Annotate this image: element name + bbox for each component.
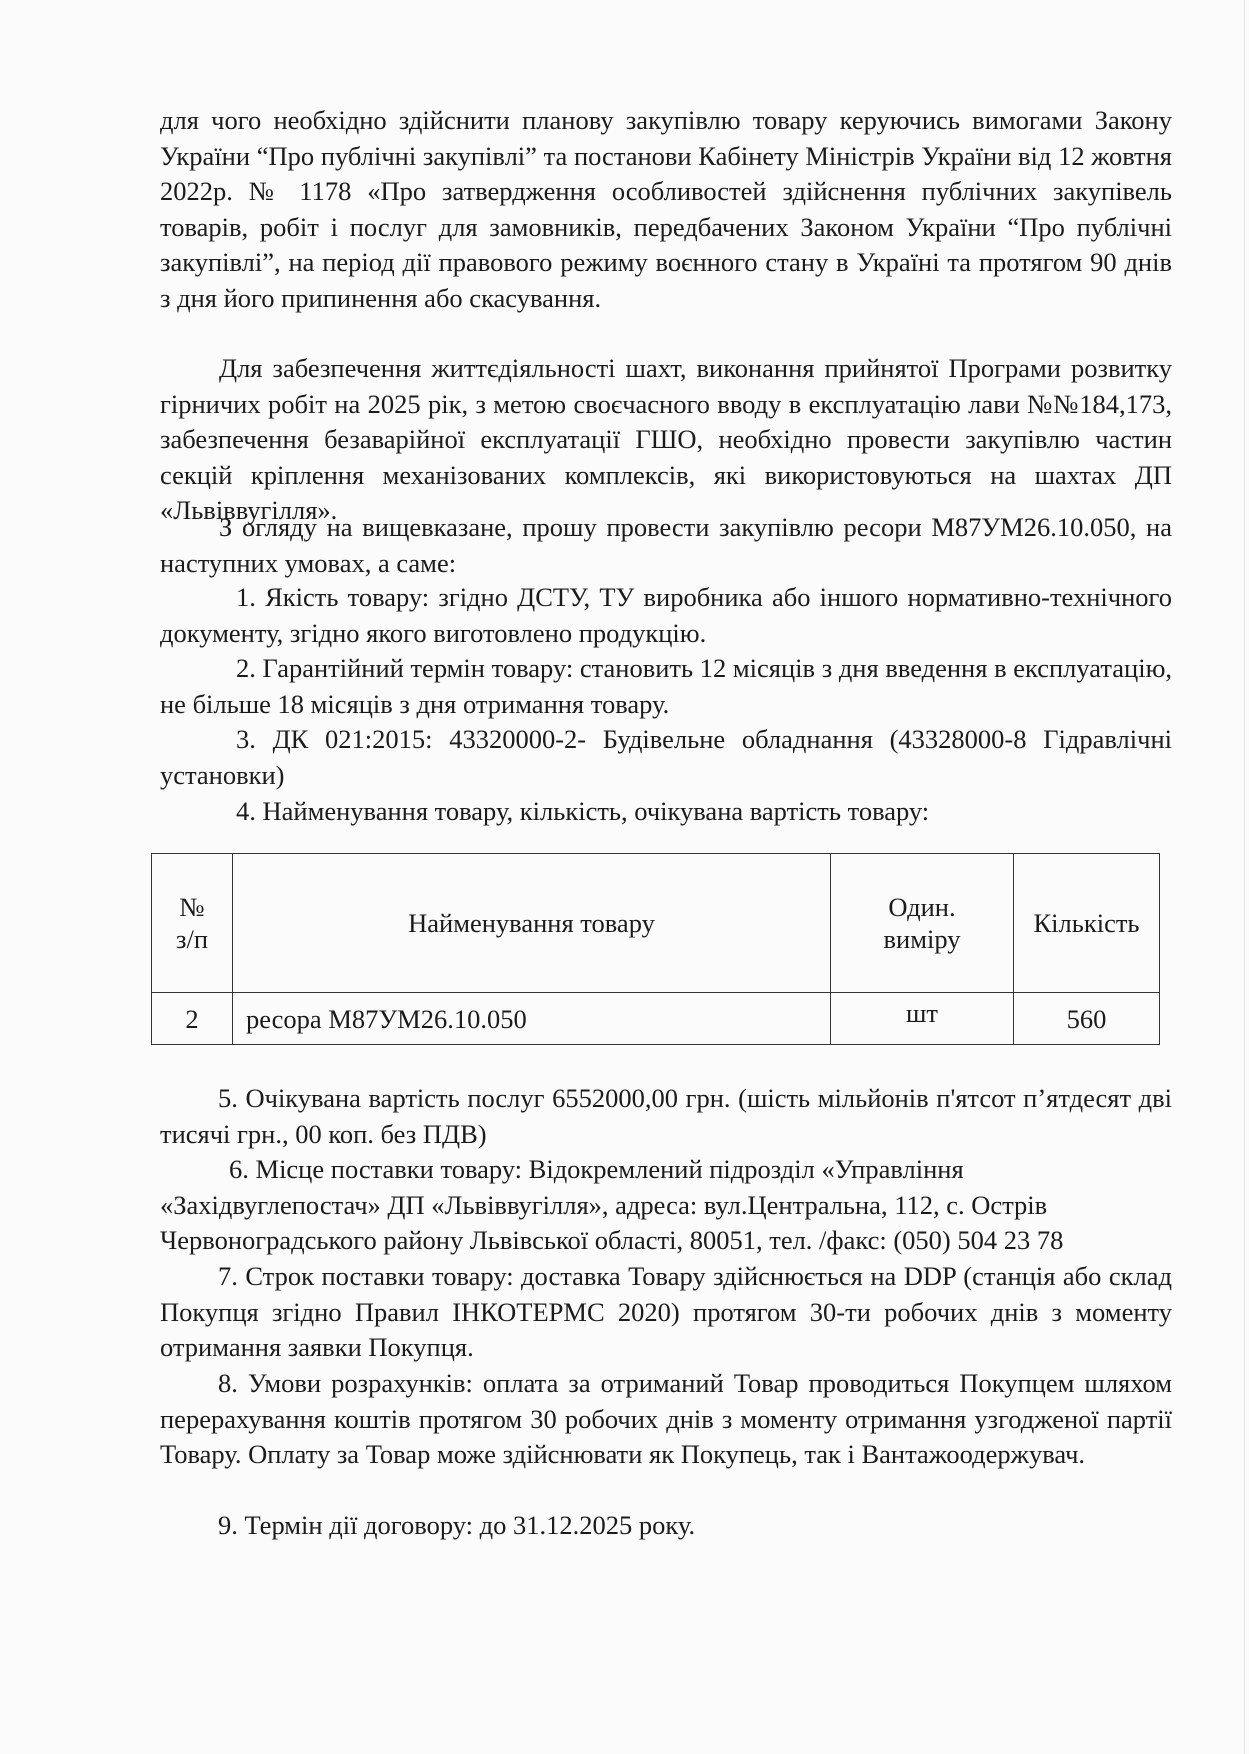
condition-delivery-term: 7. Строк поставки товару: доставка Товару здійснюється на DDP (станція або склад Покупця згідно Правил ІНКОТЕРМС 2020) протягом 30-ти робочих днів з моменту отримання заявки Покупця.	[160, 1261, 1172, 1363]
table-row	[152, 993, 1160, 1045]
row-unit: шт	[831, 993, 1014, 1045]
header-quantity: Кількість	[1014, 854, 1160, 993]
header-number	[152, 854, 233, 993]
condition-warranty: 2. Гарантійний термін товару: становить 12 місяців з дня введення в експлуатацію, не більше 18 місяців з дня отримання товару.	[160, 653, 1172, 719]
row-quantity: 560	[1014, 993, 1160, 1045]
header-unit-line1: Один.	[888, 892, 956, 922]
purpose-paragraph: Для забезпечення життєдіяльності шахт, виконання прийнятої Програми розвитку гірничих робіт на 2025 рік, з метою своєчасного вводу в експлуатацію лави №№184,173, забезпечення безаварійної експлуатації ГШО, необхідно провести закупівлю частин секцій кріплення механізованих комплексів, які використовуються на шахтах ДП «Львіввугілля».	[160, 353, 1172, 526]
table-header-row	[152, 854, 1160, 993]
request-paragraph: З огляду на вищевказане, прошу провести закупівлю ресори М87УМ26.10.050, на наступних умовах, а саме:	[160, 512, 1172, 578]
condition-payment-terms: 8. Умови розрахунків: оплата за отриманий Товар проводиться Покупцем шляхом перерахування коштів протягом 30 робочих днів з моменту отримання узгодженої партії Товару. Оплату за Товар може здійснювати як Покупець, так і Вантажоодержувач.	[160, 1368, 1172, 1470]
page-edge	[1244, 0, 1245, 1754]
condition-goods-list-title: 4. Найменування товару, кількість, очікувана вартість товару:	[236, 796, 930, 826]
goods-table	[151, 853, 1160, 1045]
header-unit	[831, 854, 1014, 993]
condition-contract-term: 9. Термін дії договору: до 31.12.2025 року.	[218, 1510, 696, 1540]
condition-expected-cost: 5. Очікувана вартість послуг 6552000,00 грн. (шість мільйонів п'ятсот п’ятдесят дві тисячі грн., 00 коп. без ПДВ)	[160, 1083, 1172, 1149]
condition-classifier: 3. ДК 021:2015: 43320000-2- Будівельне обладнання (43328000-8 Гідравлічні установки)	[160, 724, 1172, 790]
header-name: Найменування товару	[233, 854, 831, 993]
condition-delivery-place-line3: Червоноградського району Львівської області, 80051, тел. /факс: (050) 504 23 78	[160, 1225, 1064, 1255]
row-number: 2	[152, 993, 233, 1045]
header-unit-line2: виміру	[883, 924, 961, 954]
row-name: ресора М87УМ26.10.050	[233, 993, 831, 1045]
condition-delivery-place-line2: «Західвуглепостач» ДП «Львіввугілля», адреса: вул.Центральна, 112, с. Острів	[160, 1190, 1048, 1220]
condition-delivery-place-line1: 6. Місце поставки товару: Відокремлений підрозділ «Управління	[229, 1154, 964, 1184]
condition-quality: 1. Якість товару: згідно ДСТУ, ТУ виробника або іншого нормативно-технічного документу, згідно якого виготовлено продукцію.	[160, 582, 1172, 648]
intro-paragraph: для чого необхідно здійснити планову закупівлю товару керуючись вимогами Закону України “Про публічні закупівлі” та постанови Кабінету Міністрів України від 12 жовтня 2022р. № 1178 «Про затвердження особливостей здійснення публічних закупівель товарів, робіт і послуг для замовників, передбачених Законом України “Про публічні закупівлі”, на період дії правового режиму воєнного стану в Україні та протягом 90 днів з дня його припинення або скасування.	[160, 105, 1172, 313]
header-number-line1: №	[179, 892, 205, 922]
header-number-line2: з/п	[175, 924, 208, 954]
